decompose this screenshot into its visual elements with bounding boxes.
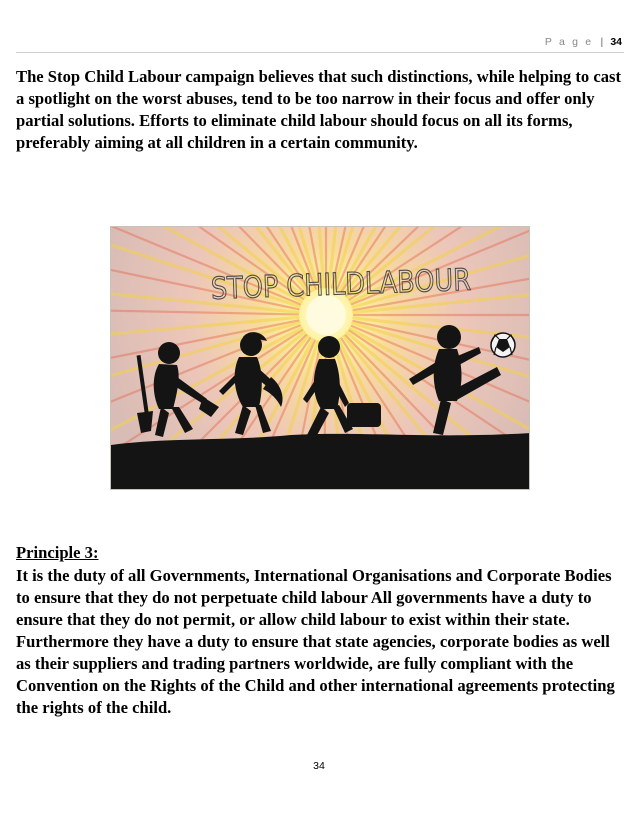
intro-paragraph: The Stop Child Labour campaign believes that such distinctions, while helping to cast a spotlight on the worst abuses, tend to be too narrow in their focus and offer only partial solutions. Efforts to eliminate child labour should focus on all its forms, preferably aiming at all children in a certain community. <box>16 67 621 152</box>
header-page-number: 34 <box>610 36 622 48</box>
header-divider <box>16 52 624 53</box>
principle-paragraph: It is the duty of all Governments, International Organisations and Corporate Bodies to ensure that they do not perpetuate child labour All governments have a duty to ensure that they do not permit, or allow child labour to exist within their state. Furthermore they have a duty to ensure that state agencies, corporate bodies as well as their suppliers and trading partners worldwide, are fully compliant with the Convention on the Rights of the Child and other international agreements protecting the rights of the child. <box>16 566 615 717</box>
page-header <box>545 36 622 48</box>
football <box>491 333 515 357</box>
header-separator: | <box>600 36 604 48</box>
stop-child-labour-illustration <box>110 226 530 490</box>
page-footer <box>0 760 638 772</box>
ground <box>111 433 530 490</box>
footer-page-number: 34 <box>313 760 325 772</box>
principle-heading: Principle 3: <box>16 543 99 562</box>
page-label: P a g e <box>544 36 594 48</box>
poster-title: STOP CHILDLABOUR <box>210 261 517 307</box>
